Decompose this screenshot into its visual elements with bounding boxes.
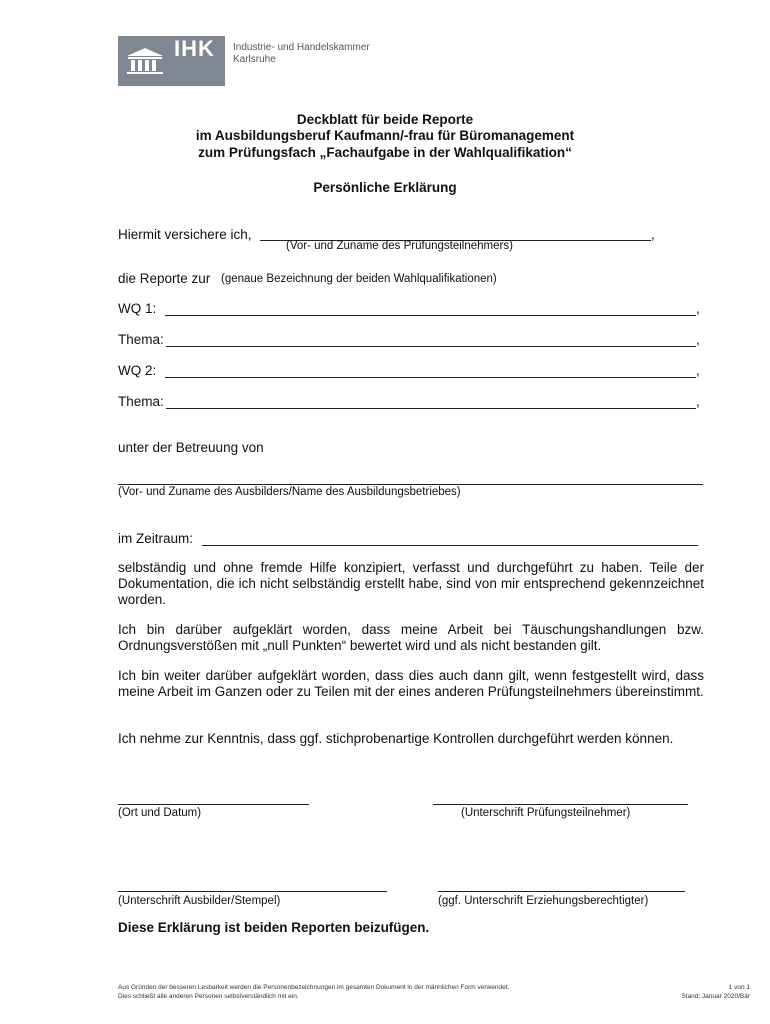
- wq2-label: WQ 2:: [118, 363, 157, 378]
- page-number: 1 von 1: [728, 984, 750, 991]
- org-line-2: Karlsruhe: [233, 54, 276, 65]
- thema1-field[interactable]: [166, 346, 696, 347]
- supervision-label: unter der Betreuung von: [118, 440, 264, 455]
- supervisor-field[interactable]: [118, 484, 703, 485]
- paragraph-3: Ich bin weiter darüber aufgeklärt worden, dass dies auch dann gilt, wenn festgestellt wird, dass meine Arbeit im Ganzen oder zu Teilen mit der eines anderen Prüfungsteilnehmers übereinstimmt.: [118, 668, 704, 699]
- subtitle: Persönliche Erklärung: [313, 180, 457, 195]
- name-caption: (Vor- und Zuname des Prüfungsteilnehmers): [286, 240, 513, 252]
- guardian-signature-field[interactable]: [438, 891, 685, 892]
- closing-note: Diese Erklärung ist beiden Reporten beizufügen.: [118, 920, 430, 935]
- paragraph-2: Ich bin darüber aufgeklärt worden, dass meine Arbeit bei Täuschungshandlungen bzw. Ordnungsverstößen mit „null Punkten“ bewertet wird und als nicht bestanden gilt.: [118, 622, 704, 653]
- title-line-2: im Ausbildungsberuf Kaufmann/-frau für Büromanagement: [195, 128, 575, 143]
- footer-note: [118, 983, 509, 1001]
- period-field[interactable]: [202, 545, 698, 546]
- wq1-label: WQ 1:: [118, 301, 157, 316]
- place-date-caption: (Ort und Datum): [118, 807, 202, 819]
- guardian-signature-caption: (ggf. Unterschrift Erziehungsberechtigter): [438, 895, 649, 907]
- thema2-field[interactable]: [166, 408, 696, 409]
- wq1-comma: ,: [696, 301, 700, 316]
- participant-signature-caption: (Unterschrift Prüfungsteilnehmer): [461, 807, 631, 819]
- reports-label: die Reporte zur: [118, 271, 211, 286]
- reports-hint: (genaue Bezeichnung der beiden Wahlqualifikationen): [221, 273, 497, 285]
- wq1-field[interactable]: [165, 315, 696, 316]
- org-line-1: Industrie- und Handelskammer: [233, 42, 370, 53]
- paragraph-4: Ich nehme zur Kenntnis, dass ggf. stichprobenartige Kontrollen durchgeführt werden können.: [118, 731, 674, 746]
- footer-note-1: Aus Gründen der besseren Lesbarkeit werden die Personenbezeichnungen im gesamten Dokument in der männlichen Form verwendet.: [118, 984, 510, 991]
- thema2-label: Thema:: [118, 394, 164, 409]
- footer-meta: [640, 983, 750, 1001]
- thema2-comma: ,: [696, 394, 700, 409]
- period-label: im Zeitraum:: [118, 531, 194, 546]
- footer-note-2: Dies schließt alle anderen Personen selbstverständlich mit ein.: [118, 993, 299, 1000]
- logo-abbreviation: IHK: [174, 36, 215, 61]
- org-name: [233, 42, 370, 66]
- building-icon: [124, 46, 166, 76]
- intro-label: Hiermit versichere ich,: [118, 227, 252, 242]
- place-date-field[interactable]: [118, 804, 309, 805]
- participant-signature-field[interactable]: [433, 804, 688, 805]
- thema1-comma: ,: [696, 332, 700, 347]
- title-line-3: zum Prüfungsfach „Fachaufgabe in der Wahlqualifikation“: [198, 145, 572, 160]
- trainer-signature-field[interactable]: [118, 891, 387, 892]
- wq2-comma: ,: [696, 363, 700, 378]
- title-line-1: Deckblatt für beide Reporte: [296, 112, 474, 127]
- trainer-signature-caption: (Unterschrift Ausbilder/Stempel): [118, 895, 281, 907]
- version-date: Stand: Januar 2020/Bär: [681, 993, 750, 1000]
- thema1-label: Thema:: [118, 332, 164, 347]
- wq2-field[interactable]: [165, 377, 696, 378]
- intro-comma: ,: [651, 227, 655, 242]
- paragraph-1: selbständig und ohne fremde Hilfe konzipiert, verfasst und durchgeführt zu haben. Teile der Dokumentation, die ich nicht selbständig erstellt habe, sind von mir entsprechend gekennzeichnet worden.: [118, 560, 704, 607]
- supervisor-caption: (Vor- und Zuname des Ausbilders/Name des Ausbildungsbetriebes): [118, 486, 461, 498]
